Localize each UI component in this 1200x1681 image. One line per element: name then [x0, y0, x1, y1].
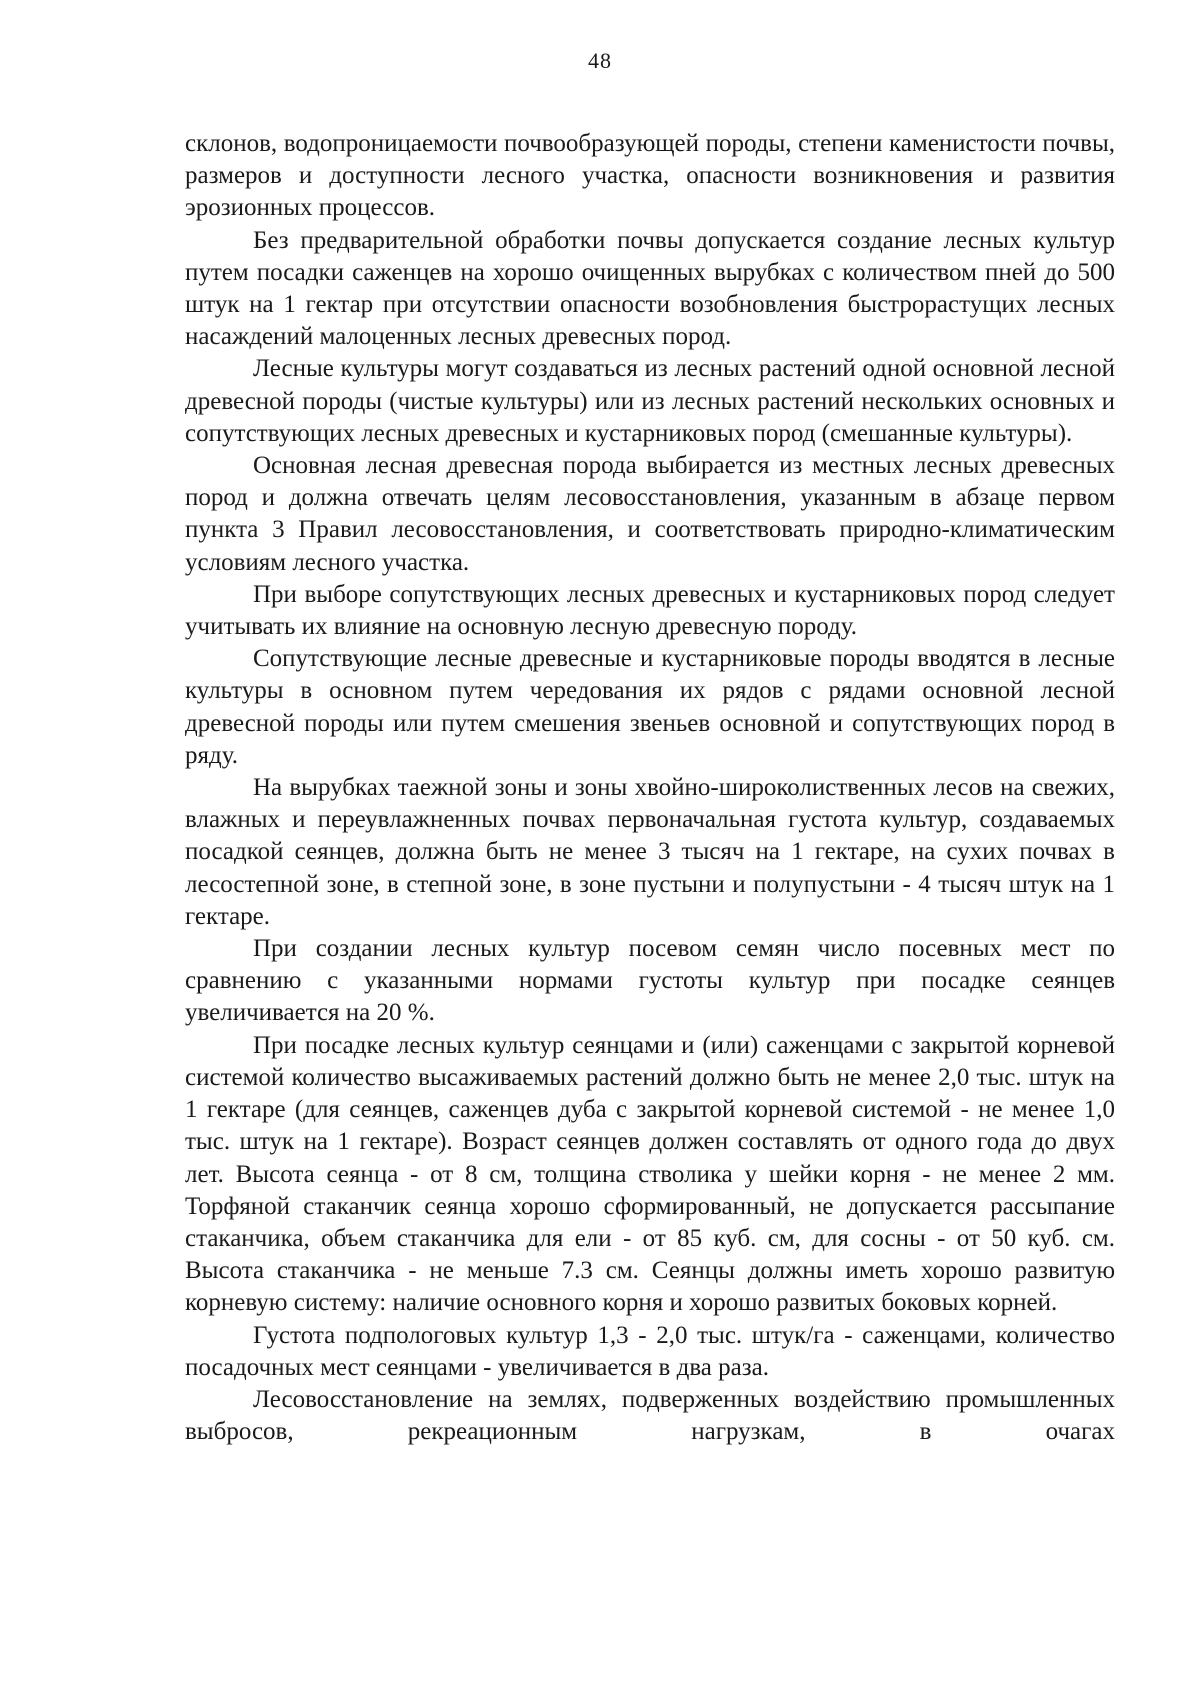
paragraph-2: Без предварительной обработки почвы допускается создание лесных культур путем посадки саженцев на хорошо очищенных вырубках с количеством пней до 500 штук на 1 гектар при отсутствии опасности возобновления быстрорастущих лесных насаждений малоценных лесных древесных пород. — [185, 226, 1115, 351]
paragraph-10: Густота подпологовых культур 1,3 - 2,0 тыс. штук/га - саженцами, количество посадочных мест сеянцами - увеличивается в два раза. — [185, 1321, 1115, 1381]
paragraph-4: Основная лесная древесная порода выбирается из местных лесных древесных пород и должна отвечать целям лесовосстановления, указанным в абзаце первом пункта 3 Правил лесовосстановления, и соответствовать природно-климатическим условиям лесного участка. — [185, 452, 1115, 576]
paragraph-7: На вырубках таежной зоны и зоны хвойно-широколиственных лесов на свежих, влажных и переувлажненных почвах первоначальная густота культур, создаваемых посадкой сеянцев, должна быть не менее 3 тысяч на 1 гектаре, на сухих почвах в лесостепной зоне, в степной зоне, в зоне пустыни и полупустыни - 4 тысяч штук на 1 гектаре. — [185, 774, 1115, 930]
paragraph-9: При посадке лесных культур сеянцами и (или) саженцами с закрытой корневой системой количество высаживаемых растений должно быть не менее 2,0 тыс. штук на 1 гектаре (для сеянцев, саженцев дуба с закрытой корневой системой - не менее 1,0 тыс. штук на 1 гектаре). Возраст сеянцев должен составлять от одного года до двух лет. Высота сеянца - от 8 см, толщина стволика у шейки корня - не менее 2 мм. Торфяной стаканчик сеянца хорошо сформированный, не допускается рассыпание стаканчика, объем стаканчика для ели - от 85 куб. см, для сосны - от 50 куб. см. Высота стаканчика - не меньше 7.3 см. Сеянцы должны иметь хорошо развитую корневую систему: наличие основного корня и хорошо развитых боковых корней. — [185, 1031, 1115, 1317]
paragraph-1: склонов, водопроницаемости почвообразующей породы, степени каменистости почвы, размеров и доступности лесного участка, опасности возникновения и развития эрозионных процессов. — [185, 130, 1115, 222]
paragraph-3: Лесные культуры могут создаваться из лесных растений одной основной лесной древесной породы (чистые культуры) или из лесных растений нескольких основных и сопутствующих лесных древесных и кустарниковых пород (смешанные культуры). — [185, 355, 1115, 447]
paragraph-11: Лесовосстановление на землях, подверженных воздействию промышленных выбросов, рекреационным нагрузкам, в очагах — [185, 1385, 1115, 1446]
paragraph-6: Сопутствующие лесные древесные и кустарниковые породы вводятся в лесные культуры в основном путем чередования их рядов с рядами основной лесной древесной породы или путем смешения звеньев основной и сопутствующих пород в ряду. — [185, 645, 1115, 769]
paragraph-5: При выборе сопутствующих лесных древесных и кустарниковых пород следует учитывать их влияние на основную лесную древесную породу. — [185, 580, 1115, 641]
document-body — [185, 128, 1115, 1448]
page-number: 48 — [588, 48, 612, 73]
paragraph-8: При создании лесных культур посевом семян число посевных мест по сравнению с указанными нормами густоты культур при посадке сеянцев увеличивается на 20 %. — [185, 935, 1115, 1027]
